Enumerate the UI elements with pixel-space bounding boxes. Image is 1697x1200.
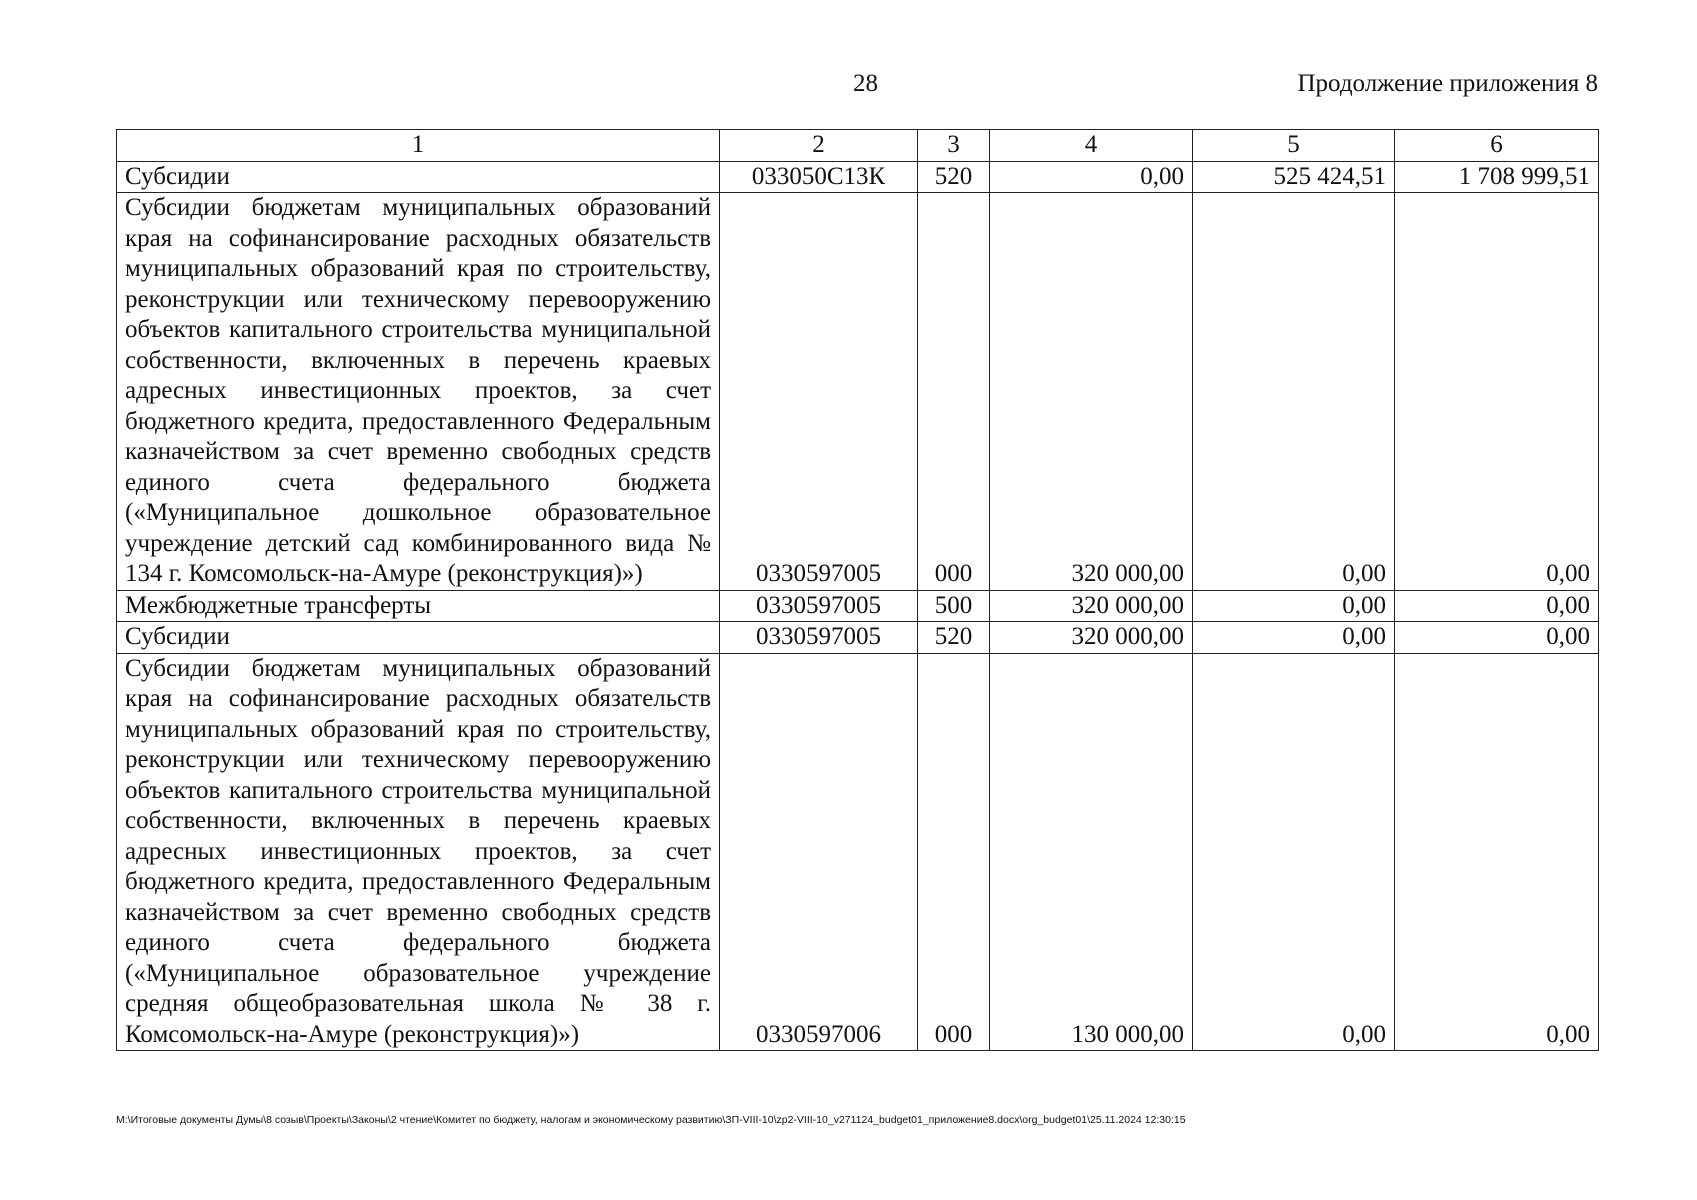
expense-name: Субсидии	[117, 622, 720, 654]
document-file-path: M:\Итоговые документы Думы\8 созыв\Проекты\Законы\2 чтение\Комитет по бюджету, налогам и экономическому развитию\ЗП-VIII-10\zp2-VIII-10_v271124_budget01_приложение8.docx\org_budget01\25.11.2024 12:30:15	[116, 1114, 1186, 1126]
amount-col4: 320 000,00	[990, 193, 1193, 591]
column-number: 4	[990, 130, 1193, 162]
column-number: 1	[117, 130, 720, 162]
target-code: 033050С13К	[720, 161, 918, 193]
expense-name	[117, 653, 720, 1051]
expense-name: Субсидии	[117, 161, 720, 193]
column-number: 2	[720, 130, 918, 162]
expense-description: Субсидии бюджетам муниципальных образований края на софинансирование расходных обязательств муниципальных образований края по строительству, реконструкции или техническому перевооружению объектов капитального строительства муниципальной собственности, включенных в перечень краевых адресных инвестиционных проектов, за счет бюджетного кредита, предоставленного Федеральным казначейством за счет временно свободных средств единого счета федерального бюджета («Муниципальное образовательное учреждение средняя общеобразовательная школа № 38 г. Комсомольск-на-Амуре (реконструкция)»)	[125, 654, 711, 1048]
amount-col4: 0,00	[990, 161, 1193, 193]
amount-col4: 320 000,00	[990, 590, 1193, 622]
expense-name: Межбюджетные трансферты	[117, 590, 720, 622]
budget-table	[116, 129, 1599, 1051]
expense-description: Субсидии бюджетам муниципальных образований края на софинансирование расходных обязательств муниципальных образований края по строительству, реконструкции или техническому перевооружению объектов капитального строительства муниципальной собственности, включенных в перечень краевых адресных инвестиционных проектов, за счет бюджетного кредита, предоставленного Федеральным казначейством за счет временно свободных средств единого счета федерального бюджета («Муниципальное дошкольное образовательное учреждение детский сад комбинированного вида № 134 г. Комсомольск-на-Амуре (реконструкция)»)	[125, 194, 711, 587]
table-row	[117, 161, 1599, 193]
target-code: 0330597005	[720, 193, 918, 591]
amount-col5: 0,00	[1193, 622, 1395, 654]
expense-name	[117, 193, 720, 591]
expense-type-code: 500	[918, 590, 990, 622]
amount-col6: 0,00	[1395, 193, 1599, 591]
amount-col6: 0,00	[1395, 622, 1599, 654]
expense-type-code: 520	[918, 622, 990, 654]
table-row	[117, 590, 1599, 622]
column-number: 6	[1395, 130, 1599, 162]
expense-type-code: 000	[918, 193, 990, 591]
amount-col6: 0,00	[1395, 590, 1599, 622]
target-code: 0330597005	[720, 622, 918, 654]
expense-type-code: 000	[918, 653, 990, 1051]
amount-col5: 0,00	[1193, 590, 1395, 622]
amount-col5: 0,00	[1193, 653, 1395, 1051]
amount-col4: 320 000,00	[990, 622, 1193, 654]
table-row	[117, 193, 1599, 591]
target-code: 0330597005	[720, 590, 918, 622]
column-number: 3	[918, 130, 990, 162]
page-number: 28	[853, 70, 878, 97]
amount-col4: 130 000,00	[990, 653, 1193, 1051]
amount-col6: 0,00	[1395, 653, 1599, 1051]
amount-col6: 1 708 999,51	[1395, 161, 1599, 193]
expense-type-code: 520	[918, 161, 990, 193]
table-row	[117, 653, 1599, 1051]
appendix-continuation-label: Продолжение приложения 8	[1297, 70, 1598, 97]
amount-col5: 0,00	[1193, 193, 1395, 591]
column-number: 5	[1193, 130, 1395, 162]
column-number-row	[117, 130, 1599, 162]
table-row	[117, 622, 1599, 654]
target-code: 0330597006	[720, 653, 918, 1051]
amount-col5: 525 424,51	[1193, 161, 1395, 193]
